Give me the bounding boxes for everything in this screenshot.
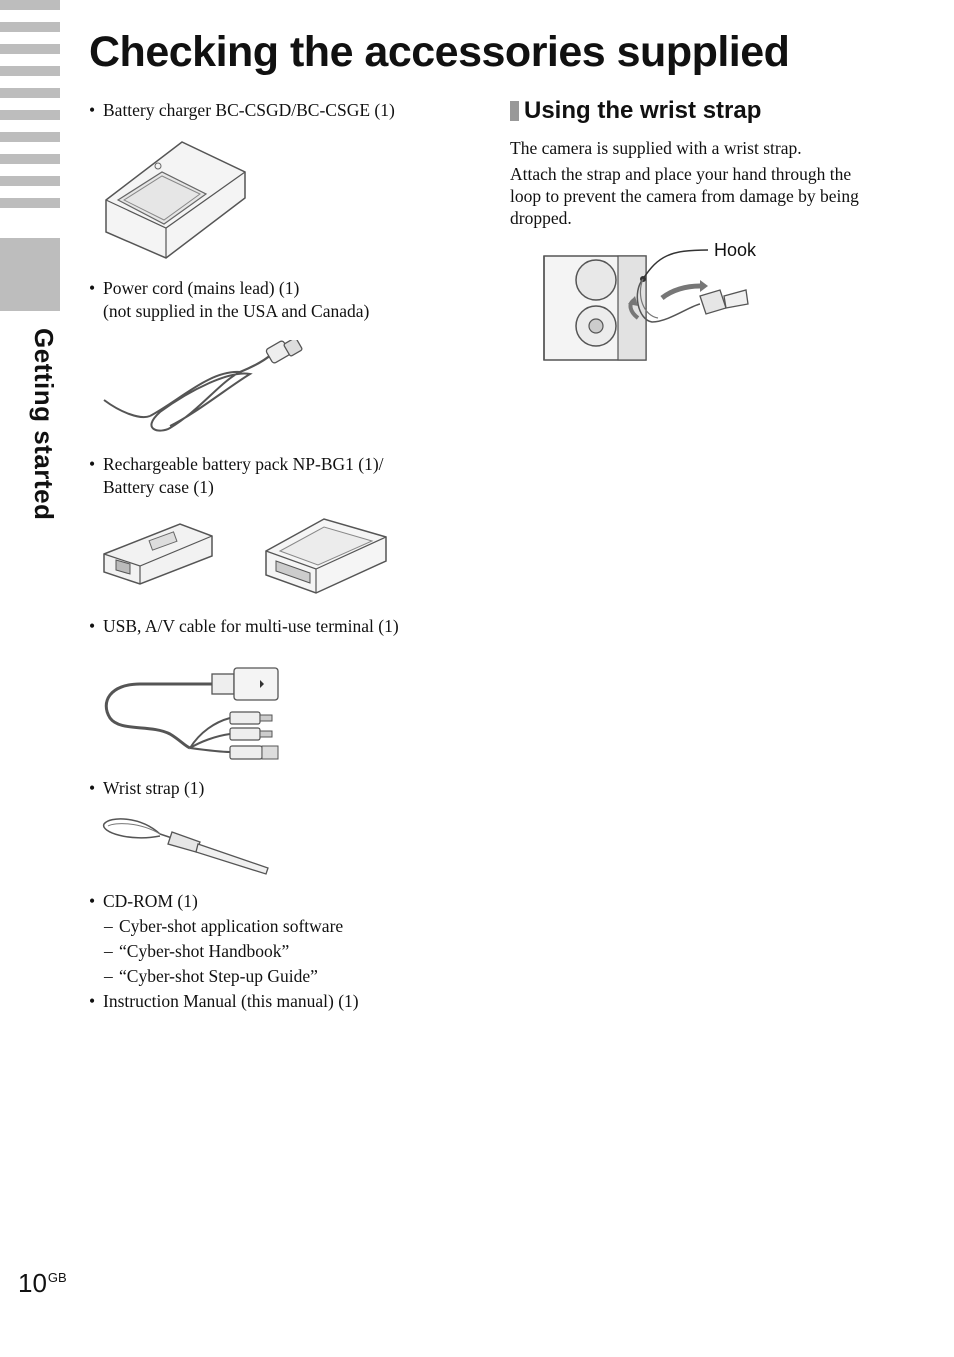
item-text: USB, A/V cable for multi-use terminal (1) <box>103 616 399 636</box>
side-stripe <box>0 198 60 208</box>
bullet: • <box>89 278 96 298</box>
list-item <box>89 890 198 913</box>
page-number <box>18 1268 67 1299</box>
list-item <box>89 615 399 638</box>
side-stripe <box>0 66 60 76</box>
side-stripe <box>0 110 60 120</box>
item-text: Rechargeable battery pack NP-BG1 (1)/ <box>103 454 384 474</box>
side-stripe <box>0 22 60 32</box>
sub-item-text: “Cyber-shot Handbook” <box>119 941 290 961</box>
power-cord-illustration <box>100 340 310 440</box>
bullet: • <box>89 991 96 1011</box>
bullet: • <box>89 778 96 798</box>
dash: – <box>104 916 113 936</box>
list-item <box>89 99 395 122</box>
paragraph: Attach the strap and place your hand through the loop to prevent the camera from damage by being dropped. <box>510 164 859 228</box>
sub-item-text: Cyber-shot application software <box>119 916 344 936</box>
page-title: Checking the accessories supplied <box>89 28 790 76</box>
item-text-continued: Battery case (1) <box>103 477 214 497</box>
item-text: Instruction Manual (this manual) (1) <box>103 991 359 1011</box>
side-stripe <box>0 176 60 186</box>
section-heading <box>510 97 761 125</box>
wrist-strap-illustration <box>100 812 275 882</box>
side-tab-stripes <box>0 0 60 220</box>
side-stripe <box>0 132 60 142</box>
item-text: Battery charger BC-CSGD/BC-CSGE (1) <box>103 100 395 120</box>
side-tab-label: Getting started <box>29 328 59 521</box>
list-item <box>89 277 369 323</box>
heading-marker <box>510 101 519 121</box>
side-stripe <box>0 154 60 164</box>
dash: – <box>104 966 113 986</box>
sub-item <box>104 915 343 938</box>
bullet: • <box>89 616 96 636</box>
sub-item <box>104 940 289 963</box>
sub-item <box>104 965 318 988</box>
list-item <box>89 990 359 1013</box>
hook-label: Hook <box>714 240 757 260</box>
bullet: • <box>89 454 96 474</box>
battery-pack-illustration <box>100 518 218 588</box>
paragraph: The camera is supplied with a wrist strap. <box>510 138 802 158</box>
page-number-value: 10 <box>18 1268 47 1298</box>
list-item <box>89 453 384 499</box>
bullet: • <box>89 891 96 911</box>
wrist-strap-attachment-illustration <box>540 246 750 362</box>
usb-av-cable-illustration <box>100 662 285 767</box>
sub-item-text: “Cyber-shot Step-up Guide” <box>119 966 318 986</box>
side-stripe <box>0 0 60 10</box>
list-item <box>89 777 204 800</box>
side-stripe <box>0 88 60 98</box>
item-text: CD-ROM (1) <box>103 891 198 911</box>
side-tab-block <box>0 238 60 311</box>
side-stripe <box>0 44 60 54</box>
battery-charger-illustration <box>100 138 250 263</box>
item-note: (not supplied in the USA and Canada) <box>103 301 370 321</box>
dash: – <box>104 941 113 961</box>
bullet: • <box>89 100 96 120</box>
page-number-suffix: GB <box>47 1270 67 1286</box>
section-heading-text: Using the wrist strap <box>524 97 762 124</box>
item-text: Wrist strap (1) <box>103 778 205 798</box>
battery-case-illustration <box>262 515 390 597</box>
item-text: Power cord (mains lead) (1) <box>103 278 300 298</box>
